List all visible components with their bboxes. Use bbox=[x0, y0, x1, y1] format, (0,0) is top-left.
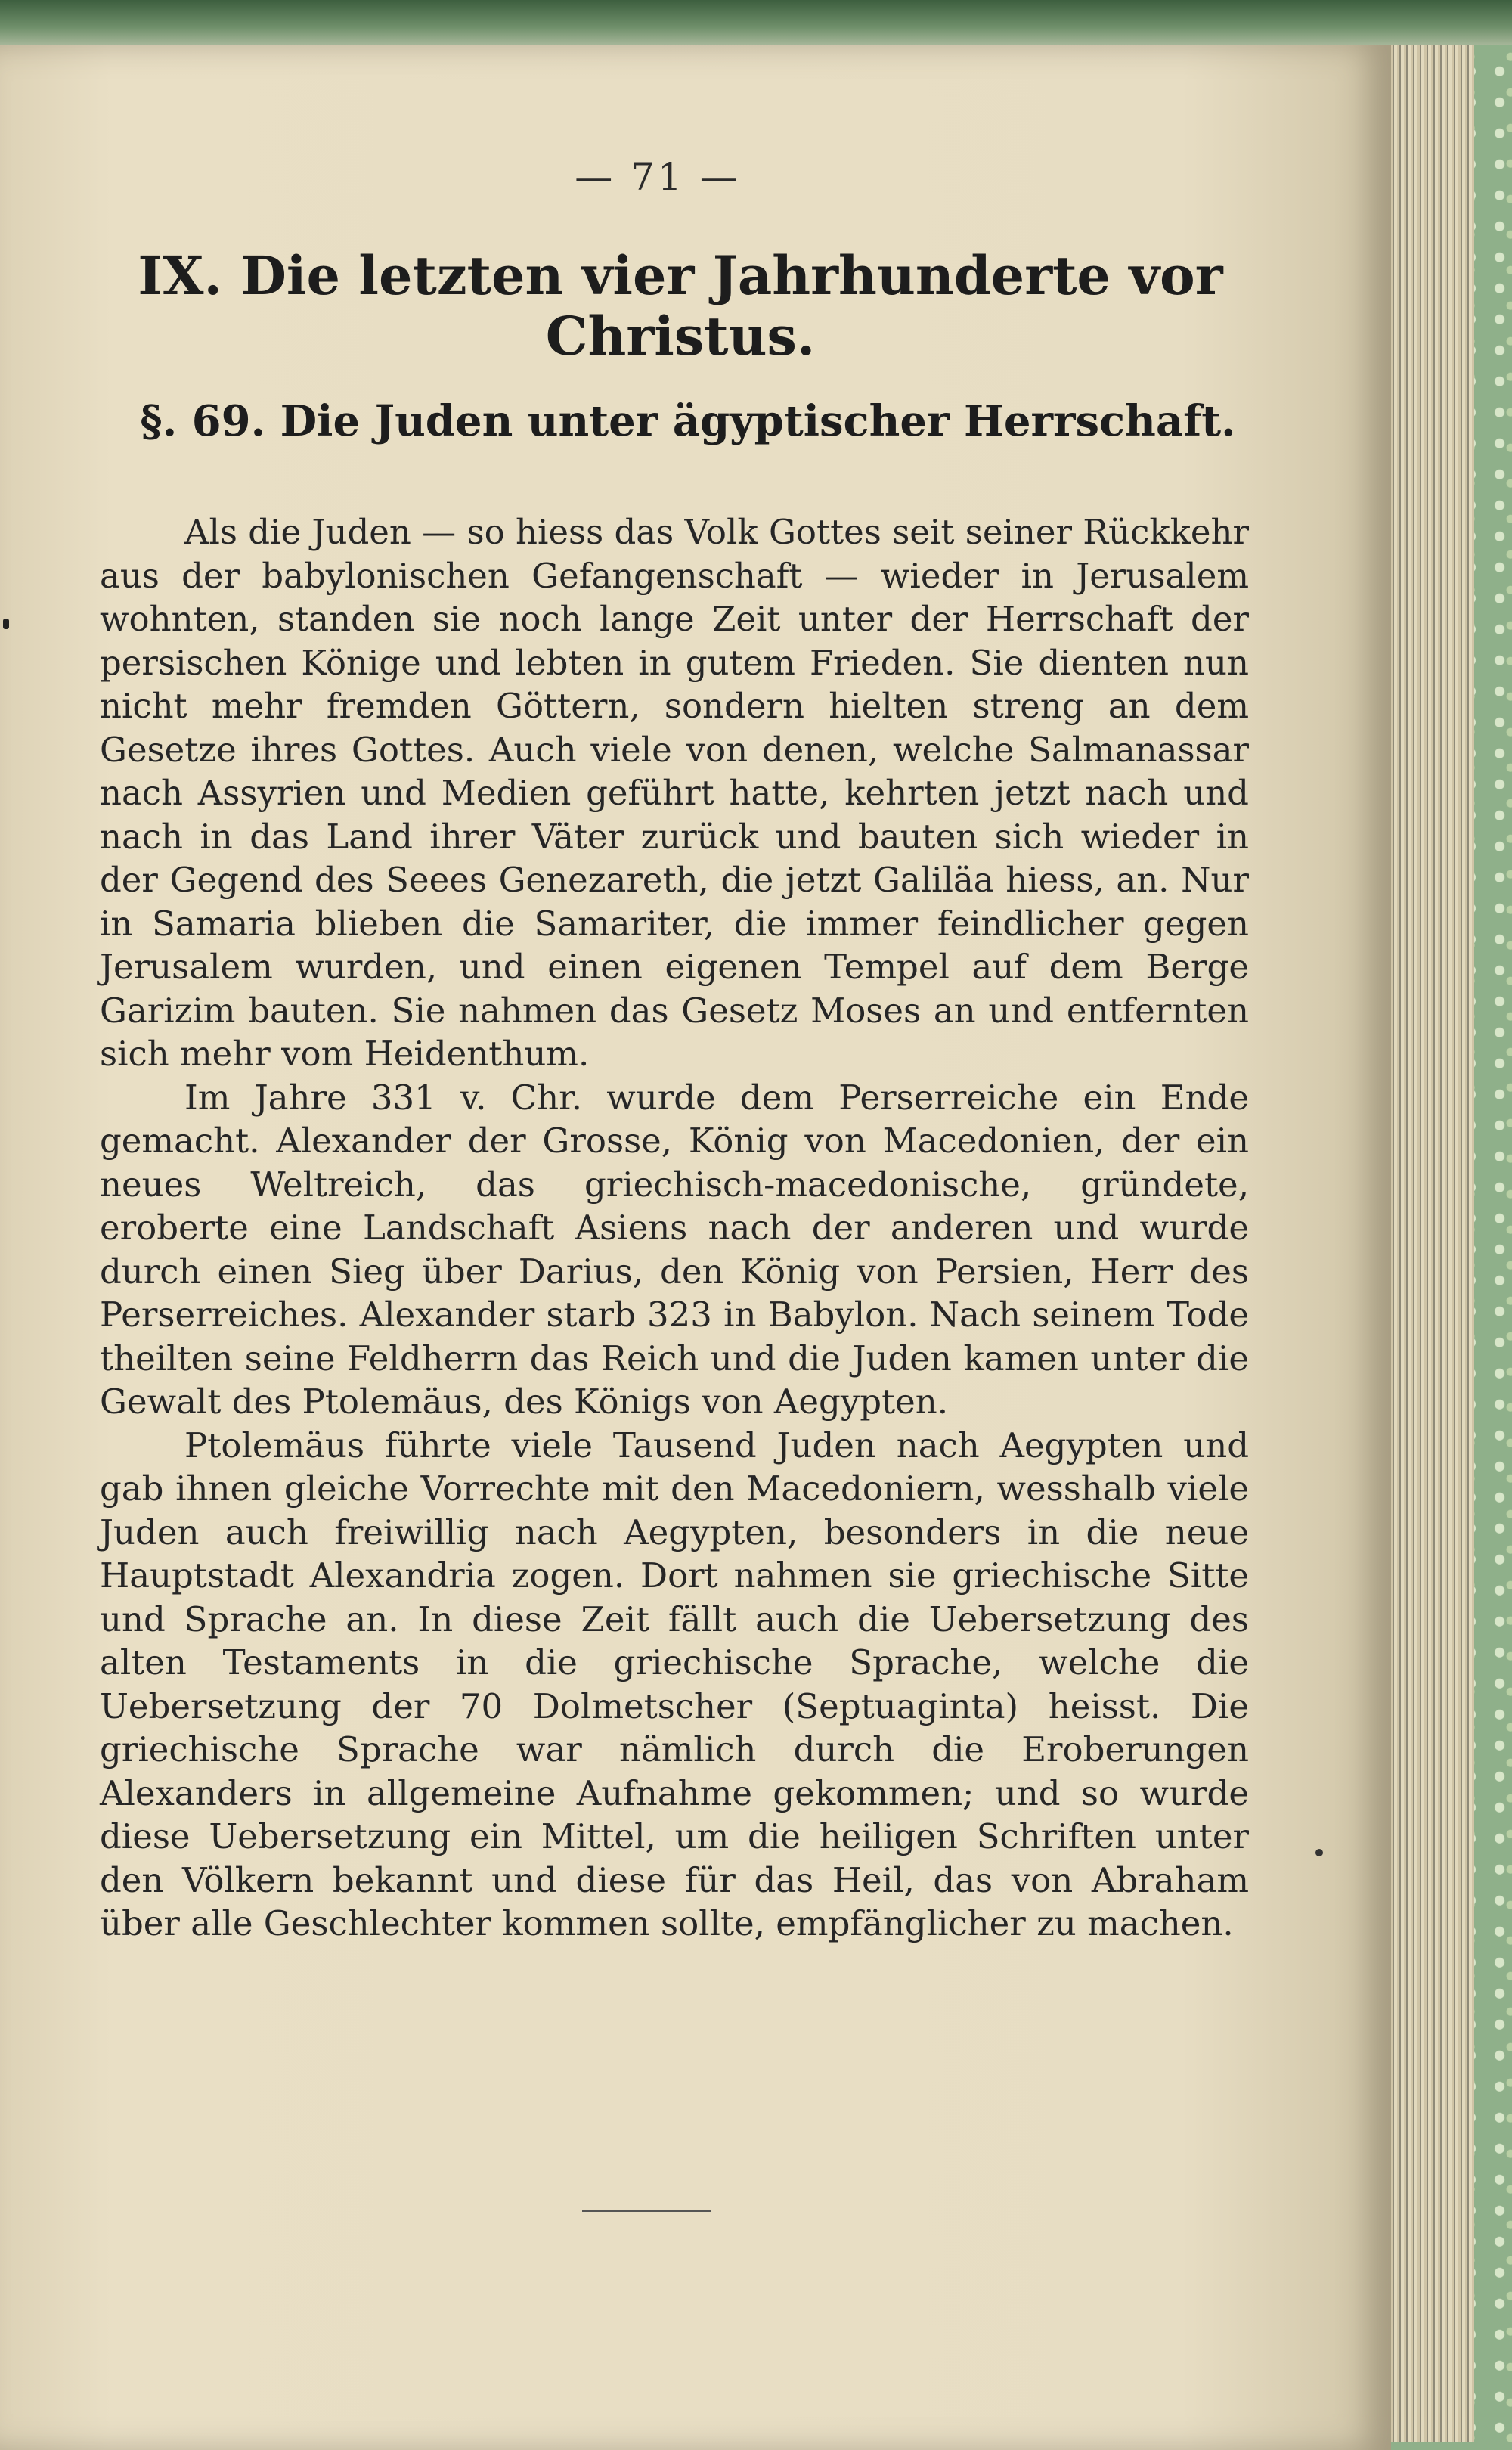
paragraph-3: Ptolemäus führte viele Tausend Juden nach Aegypten und gab ihnen gleiche Vorrechte mit den Macedoniern, wesshalb viele Juden auch freiwillig nach Aegypten, besonders in die neue Hauptstadt Alexandria zogen. Dort nahmen sie griechische Sitte und Sprache an. In diese Zeit fällt auch die Uebersetzung des alten Testaments in die griechische Sprache, welche die Uebersetzung der 70 Dolmetscher (Septuaginta) heisst. Die griechische Sprache war nämlich durch die Eroberungen Alexanders in allgemeine Aufnahme gekommen; und so wurde diese Uebersetzung ein Mittel, um die heiligen Schriften unter den Völkern bekannt und diese für das Heil, das von Abraham über alle Geschlechter kommen sollte, empfänglicher zu machen. bbox=[100, 1425, 1249, 1943]
margin-dot bbox=[1315, 1849, 1323, 1856]
section-heading: §. 69. Die Juden unter ägyptischer Herrschaft. bbox=[140, 396, 1236, 446]
closing-flourish bbox=[582, 2210, 711, 2212]
chapter-heading: IX. Die letzten vier Jahrhunderte vor Christus. bbox=[138, 244, 1223, 368]
body-text bbox=[100, 510, 1249, 1946]
page-stack-edge bbox=[1383, 45, 1474, 2442]
cover-edge bbox=[0, 0, 1512, 45]
paragraph-2: Im Jahre 331 v. Chr. wurde dem Perserreiche ein Ende gemacht. Alexander der Grosse, König von Macedonien, der ein neues Weltreich, das griechisch-macedonische, gründete, eroberte eine Landschaft Asiens nach der anderen und wurde durch einen Sieg über Darius, den König von Persien, Herr des Perserreiches. Alexander starb 323 in Babylon. Nach seinem Tode theilten seine Feldherrn das Reich und die Juden kamen unter die Gewalt des Ptolemäus, des Königs von Aegypten. bbox=[100, 1077, 1249, 1422]
page-number: — 71 — bbox=[575, 155, 741, 199]
paragraph-1: Als die Juden — so hiess das Volk Gottes seit seiner Rückkehr aus der babylonischen Gefangenschaft — wieder in Jerusalem wohnten, standen sie noch lange Zeit unter der Herrschaft der persischen Könige und lebten in gutem Frieden. Sie dienten nun nicht mehr fremden Göttern, sondern hielten streng an dem Gesetze ihres Gottes. Auch viele von denen, welche Salmanassar nach Assyrien und Medien geführt hatte, kehrten jetzt nach und nach in das Land ihrer Väter zurück und bauten sich wieder in der Gegend des Seees Genezareth, die jetzt Galiläa hiess, an. Nur in Samaria blieben die Samariter, die immer feindlicher gegen Jerusalem wurden, und einen eigenen Tempel auf dem Berge Garizim bauten. Sie nahmen das Gesetz Moses an und entfernten sich mehr vom Heidenthum. bbox=[100, 512, 1249, 1074]
page-speck bbox=[3, 619, 9, 629]
